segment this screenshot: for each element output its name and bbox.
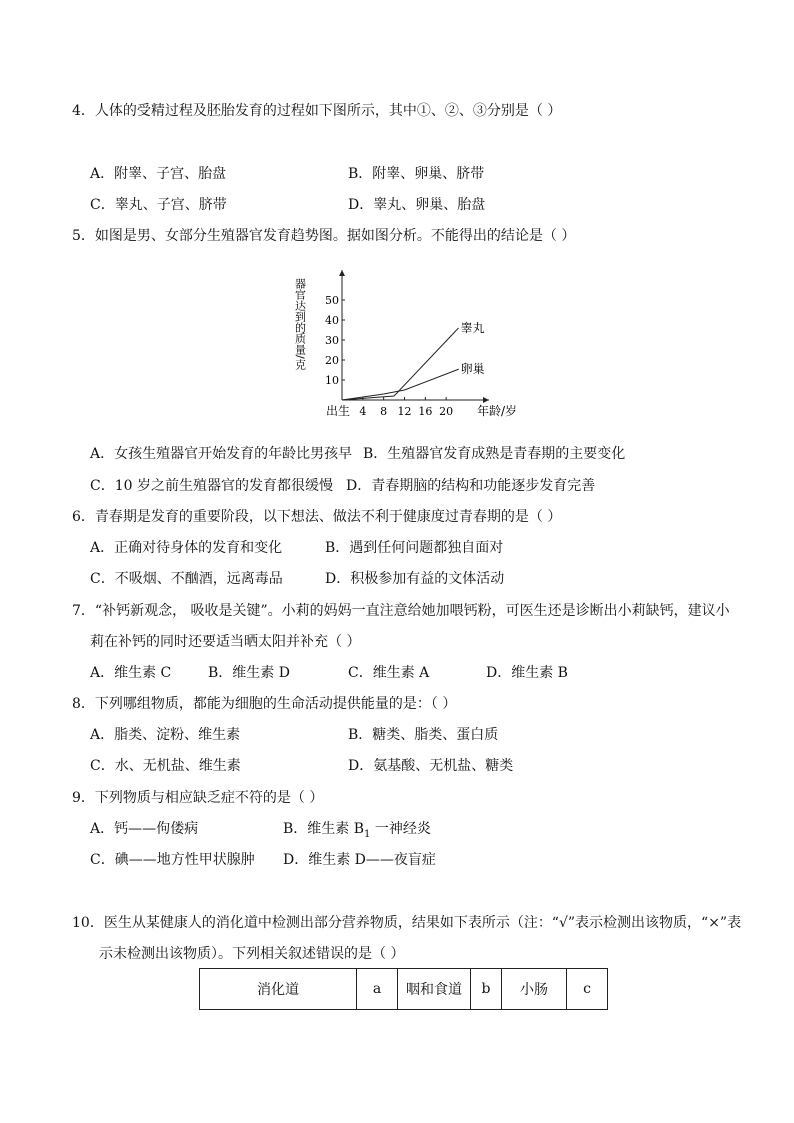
- q9-option-d: D．维生素 D——夜盲症: [283, 852, 436, 868]
- series-label-leader: [457, 328, 459, 330]
- q8-option-a: A．脂类、淀粉、维生素: [90, 727, 241, 743]
- q9-option-b-tail: 一神经炎: [370, 821, 431, 837]
- q7-stem-line1: 7．“补钙新观念， 吸收是关键”。小莉的妈妈一直注意给她加喂钙粉，可医生还是诊断出小莉缺钙，建议小: [72, 603, 730, 619]
- q4-stem: 4．人体的受精过程及胚胎发育的过程如下图所示，其中①、②、③分别是（ ）: [72, 103, 562, 119]
- x-axis-arrow: [483, 397, 489, 403]
- y-tick-label: 40: [325, 314, 339, 327]
- q4-option-c: C．睾丸、子宫、脐带: [90, 197, 227, 213]
- q10-stem-line2: 示未检测出该物质）。下列相关叙述错误的是（ ）: [99, 946, 405, 962]
- q5-option-c: C．10 岁之前生殖器官的发育都很缓慢: [90, 478, 333, 494]
- q7-option-d: D．维生素 B: [486, 665, 568, 681]
- table-cell: 小肠: [502, 969, 567, 1010]
- table-cell: 消化道: [200, 969, 357, 1010]
- table-cell: a: [357, 969, 398, 1010]
- table-cell: 咽和食道: [398, 969, 471, 1010]
- y-axis-label: 器官达到的质量/克: [293, 278, 307, 370]
- y-tick-label: 20: [325, 354, 339, 367]
- q6-option-d: D．积极参加有益的文体活动: [325, 571, 505, 587]
- x-axis-label: 年龄/岁: [477, 404, 518, 418]
- series-label-leader: [457, 369, 459, 370]
- q5-option-a: A．女孩生殖器官开始发育的年龄比男孩早: [90, 446, 353, 462]
- q7-option-a: A．维生素 C: [90, 665, 172, 681]
- x-tick-label: 20: [439, 405, 454, 418]
- table-cell: c: [567, 969, 608, 1010]
- q6-stem: 6．青春期是发育的重要阶段，以下想法、做法不利于健康度过青春期的是（ ）: [72, 509, 562, 525]
- table-cell: b: [471, 969, 502, 1010]
- q4-option-a: A．附睾、子宫、胎盘: [90, 166, 227, 182]
- q5-option-d: D．青春期脑的结构和功能逐步发育完善: [346, 478, 596, 494]
- series-line-1: [342, 330, 457, 400]
- series-label: 睾丸: [460, 321, 485, 335]
- table-row: [200, 969, 608, 1010]
- q6-option-c: C．不吸烟、不酗酒，远离毒品: [90, 571, 283, 587]
- y-tick-label: 30: [325, 334, 339, 347]
- digestive-tract-table: [199, 968, 608, 1010]
- q10-stem-line1: 10．医生从某健康人的消化道中检测出部分营养物质，结果如下表所示（注：“√”表示检测出该物质，“×”表: [72, 915, 742, 931]
- q6-option-b: B．遇到任何问题都独自面对: [325, 540, 504, 556]
- q7-option-b: B．维生素 D: [208, 665, 290, 681]
- q5-stem: 5．如图是男、女部分生殖器官发育趋势图。据如图分析。不能得出的结论是（ ）: [72, 228, 576, 244]
- q9-stem: 9．下列物质与相应缺乏症不符的是（ ）: [72, 790, 324, 806]
- q4-option-d: D．睾丸、卵巢、胎盘: [348, 197, 486, 213]
- q8-option-c: C．水、无机盐、维生素: [90, 758, 241, 774]
- q9-option-b: [283, 820, 431, 844]
- q6-option-a: A．正确对待身体的发育和变化: [90, 540, 283, 556]
- series-line-2: [342, 370, 457, 400]
- x-tick-label: 16: [418, 405, 433, 418]
- y-axis-arrow: [339, 270, 345, 276]
- y-tick-label: 10: [325, 374, 339, 387]
- q5-option-b: B．生殖器官发育成熟是青春期的主要变化: [363, 446, 626, 462]
- q8-stem: 8．下列哪组物质，都能为细胞的生命活动提供能量的是：（ ）: [72, 696, 457, 712]
- x-origin-label: 出生: [325, 404, 351, 418]
- x-tick-label: 8: [380, 405, 388, 418]
- q8-option-b: B．糖类、脂类、蛋白质: [348, 727, 499, 743]
- q7-option-c: C．维生素 A: [348, 665, 430, 681]
- organ-development-chart: [290, 270, 520, 430]
- q7-stem-line2: 莉在补钙的同时还要适当晒太阳并补充（ ）: [90, 634, 361, 650]
- q9-option-a: A．钙——佝偻病: [90, 821, 199, 837]
- q4-option-b: B．附睾、卵巢、脐带: [348, 166, 485, 182]
- q9-option-c: C．碘——地方性甲状腺肿: [90, 852, 255, 868]
- x-tick-label: 4: [359, 405, 367, 418]
- q9-option-b-text: B．维生素 B: [283, 821, 365, 837]
- y-tick-label: 50: [325, 294, 339, 307]
- series-label: 卵巢: [460, 362, 485, 376]
- q8-option-d: D．氨基酸、无机盐、糖类: [348, 758, 514, 774]
- q9-option-b-subscript: 1: [364, 828, 371, 840]
- x-tick-label: 12: [397, 405, 412, 418]
